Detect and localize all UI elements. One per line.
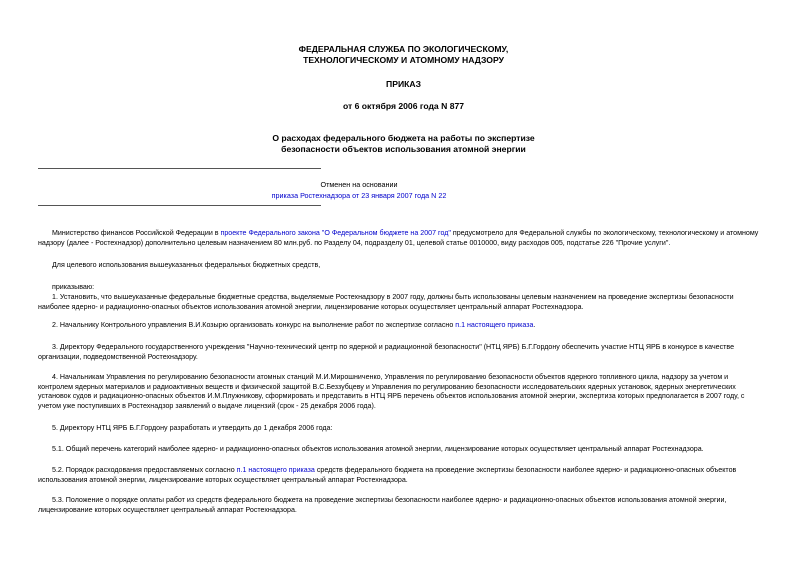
item-2-clause-link[interactable]: п.1 настоящего приказа xyxy=(455,321,534,329)
item-5-3-line-1: 5.3. Положение о порядке оплаты работ из средств федерального бюджета на проведение экспертизы безопасности наиболее ядерно- и радиационно-опасных объектов использования атомной энергии, xyxy=(52,496,727,504)
item-1-line-1: 1. Установить, что вышеуказанные федеральные бюджетные средства, выделяемые Ростехнадзору в 2007 году, должны быть использованы целевым назначением на проведение экспертизы безопасности xyxy=(52,293,734,301)
cancel-note-text: Отменен на основании xyxy=(320,180,398,189)
item-4 xyxy=(38,373,778,411)
agency-line-2: ТЕХНОЛОГИЧЕСКОМУ И АТОМНОМУ НАДЗОРУ xyxy=(303,55,504,65)
intro-text-b: предусмотрело для Федеральной службы по экологическому, технологическому и атомному xyxy=(450,229,759,237)
item-5-2 xyxy=(38,466,778,485)
agency-title xyxy=(0,44,807,66)
item-5-2-line-1 xyxy=(38,466,778,476)
divider-bottom xyxy=(38,205,321,206)
item-3-line-2: организации, подведомственной Ростехнадзору. xyxy=(38,352,198,361)
doc-type: ПРИКАЗ xyxy=(386,79,421,89)
item-5-1-text: 5.1. Общий перечень категорий наиболее ядерно- и радиационно-опасных объектов использования атомной энергии, лицензирование которых осуществляет центральный аппарат Ростехнадзора. xyxy=(52,445,704,453)
paragraph-intro xyxy=(38,229,778,248)
item-5-1 xyxy=(38,445,778,455)
item-5-2-line-2: использования атомной энергии, лицензирование которых осуществляет центральный аппарат Ростехнадзора. xyxy=(38,475,408,484)
item-2-line xyxy=(38,321,778,331)
item-5-2-clause-link[interactable]: п.1 настоящего приказа xyxy=(236,466,315,474)
intro-text-a: Министерство финансов Российской Федерации в xyxy=(52,229,221,237)
cancel-order-link[interactable]: приказа Ростехнадзора от 23 января 2007 года N 22 xyxy=(271,191,447,200)
agency-line-1: ФЕДЕРАЛЬНАЯ СЛУЖБА ПО ЭКОЛОГИЧЕСКОМУ, xyxy=(298,44,509,54)
intro-line-1 xyxy=(38,229,778,239)
item-4-line-4: учетом уже поступивших в Ростехнадзор заявлений о выдаче лицензий (срок - 25 декабря 2006 года). xyxy=(38,401,376,410)
item-3-line-1: 3. Директору Федерального государственного учреждения "Научно-технический центр по ядерной и радиационной безопасности" (НТЦ ЯРБ) Б.Г.Гордону обеспечить участие НТЦ ЯРБ в конкурсе в качестве xyxy=(52,343,735,351)
item-5-2-text-b: средств федерального бюджета на проведение экспертизы безопасности наиболее ядерно- и радиационно-опасных объектов xyxy=(314,466,737,474)
item-2-text: 2. Начальнику Контрольного управления В.И.Козырю организовать конкурс на выполнение работ по экспертизе согласно xyxy=(52,321,456,329)
purpose-text: Для целевого использования вышеуказанных федеральных бюджетных средств, xyxy=(52,261,321,269)
item-4-line-2: контролем ядерных материалов и радиоактивных веществ и физической защитой В.С.Беззубцеву и Управления по регулированию безопасности исследовательских ядерных установок, ядерных энергетических xyxy=(38,382,736,391)
item-5-3-line-2: лицензирование которых осуществляет центральный аппарат Ростехнадзора. xyxy=(38,505,297,514)
divider-top xyxy=(38,168,321,169)
item-4-line-3: установок судов и радиационно-опасных объектов И.М.Плужникову, сформировать и представить в НТЦ ЯРБ перечень объектов использования атомной энергии, экспертиза которых предполагается в 2007 году, с xyxy=(38,392,745,401)
item-3 xyxy=(38,343,778,362)
subject-line-2: безопасности объектов использования атомной энергии xyxy=(281,144,526,154)
item-5-3 xyxy=(38,496,778,515)
item-1-line-2: наиболее ядерно- и радиационно-опасных объектов использования атомной энергии, лицензирование которых осуществляет центральный аппарат Ростехнадзора. xyxy=(38,302,584,311)
subject-line-1: О расходах федерального бюджета на работы по экспертизе xyxy=(272,133,535,143)
item-5-2-text-a: 5.2. Порядок расходования предоставляемых согласно xyxy=(52,466,237,474)
item-1 xyxy=(38,293,778,312)
item-2-end: . xyxy=(533,321,536,329)
order-word: приказываю: xyxy=(52,283,95,291)
item-2 xyxy=(38,321,778,331)
date-number: от 6 октября 2006 года N 877 xyxy=(342,101,465,111)
item-4-line-1: 4. Начальникам Управления по регулированию безопасности атомных станций М.И.Мирошниченко, Управления по регулированию безопасности объектов ядерного топливного цикла, надзору за учетом и xyxy=(52,373,729,381)
paragraph-purpose xyxy=(38,261,778,271)
item-5 xyxy=(38,424,778,434)
item-5-text: 5. Директору НТЦ ЯРБ Б.Г.Гордону разработать и утвердить до 1 декабря 2006 года: xyxy=(52,424,333,432)
doc-subject xyxy=(0,133,807,155)
intro-line-2: надзору (далее - Ростехнадзор) дополнительно целевым назначением 80 млн.руб. по Разделу 04, подразделу 01, целевой статье 0010000, виду расходов 005, подстатье 226 "Прочие услуги". xyxy=(38,238,671,247)
budget-law-link[interactable]: проекте Федерального закона "О Федеральном бюджете на 2007 год" xyxy=(220,229,451,237)
cancel-note-link-wrap xyxy=(0,191,718,200)
paragraph-order xyxy=(38,283,778,293)
